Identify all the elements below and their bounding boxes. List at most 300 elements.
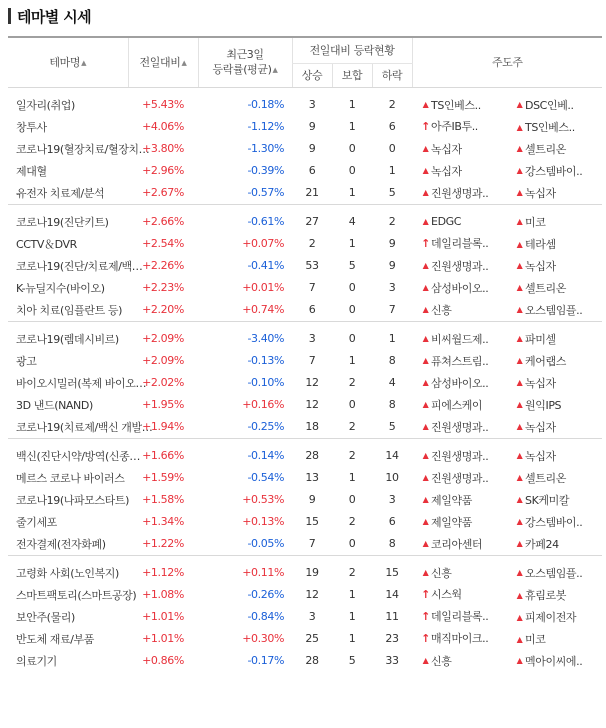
up-triangle-icon: ▲ — [422, 378, 429, 387]
recent3-avg-rate: -0.54% — [247, 471, 284, 484]
leading-stock[interactable] — [514, 653, 606, 669]
leading-stock[interactable] — [514, 97, 606, 113]
leading-stocks — [412, 606, 602, 628]
table-row — [8, 394, 602, 416]
leading-stock[interactable] — [514, 631, 606, 647]
theme-name-link[interactable]: 코로나19(진단/치료제/백… — [16, 259, 143, 273]
flat-count: 1 — [348, 98, 356, 111]
recent3-avg-rate: -0.57% — [247, 186, 284, 199]
header-leaders: 주도주 — [412, 37, 602, 87]
recent3-avg-rate: +0.13% — [242, 515, 284, 528]
leading-stock[interactable] — [514, 185, 606, 201]
leading-stock-name[interactable]: 진원생명과.. — [431, 471, 489, 485]
leading-stock-name[interactable]: DSC인베.. — [525, 98, 574, 112]
down-count: 8 — [388, 537, 396, 550]
recent3-avg-rate: -0.41% — [247, 259, 284, 272]
leading-stock[interactable] — [420, 608, 512, 624]
leading-stock-name[interactable]: 삼성바이오.. — [431, 376, 489, 390]
leading-stock[interactable] — [420, 258, 512, 274]
leading-stock[interactable] — [514, 514, 606, 530]
up-triangle-icon: ▲ — [516, 378, 523, 387]
theme-name-link[interactable]: 바이오시밀러(복제 바이오… — [16, 376, 147, 390]
recent3-avg-rate: -0.18% — [247, 98, 284, 111]
down-count: 1 — [388, 164, 396, 177]
leading-stock[interactable] — [420, 118, 512, 134]
leading-stock[interactable] — [420, 492, 512, 508]
day-change-rate: +2.26% — [142, 259, 184, 272]
flat-count: 0 — [348, 303, 356, 316]
table-row — [8, 350, 602, 372]
leading-stock-name[interactable]: 삼성바이오.. — [431, 281, 489, 295]
leading-stock-name[interactable]: 데일리블록.. — [431, 610, 489, 623]
leading-stock-name[interactable]: 데일리블록.. — [431, 237, 489, 250]
up-triangle-icon: ▲ — [422, 166, 429, 175]
leading-stock[interactable] — [514, 470, 606, 486]
down-count: 7 — [388, 303, 396, 316]
recent3-avg-rate: -0.10% — [247, 376, 284, 389]
leading-stocks — [412, 116, 602, 138]
theme-table — [8, 36, 602, 672]
down-count: 14 — [385, 449, 399, 462]
leading-stock-name[interactable]: 진원생명과.. — [431, 449, 489, 463]
leading-stocks — [412, 650, 602, 672]
leading-stock-name[interactable]: 오스템임플.. — [525, 303, 583, 317]
leading-stocks — [412, 328, 602, 350]
day-change-rate: +1.66% — [142, 449, 184, 462]
table-row — [8, 160, 602, 182]
up-count: 18 — [305, 420, 319, 433]
recent3-avg-rate: +0.74% — [242, 303, 284, 316]
leading-stocks — [412, 277, 602, 299]
leading-stock[interactable] — [420, 215, 512, 228]
leading-stock-name[interactable]: 제일약품 — [431, 493, 472, 507]
up-triangle-icon: ▲ — [516, 239, 523, 249]
table-row — [8, 211, 602, 233]
leading-stocks — [412, 533, 602, 556]
day-change-rate: +4.06% — [142, 120, 184, 133]
table-row — [8, 511, 602, 533]
up-count: 7 — [308, 281, 316, 294]
day-change-rate: +0.86% — [142, 654, 184, 667]
leading-stock[interactable] — [420, 185, 512, 201]
up-count: 12 — [305, 588, 319, 601]
up-count: 7 — [308, 537, 316, 550]
leading-stock-name[interactable]: 시스웍 — [431, 588, 462, 601]
theme-name-link[interactable]: 일자리(취업) — [16, 98, 75, 112]
leading-stock-name[interactable]: 오스템임플.. — [525, 566, 583, 580]
leading-stock-name[interactable]: 진원생명과.. — [431, 259, 489, 273]
leading-stock-name[interactable]: 진원생명과.. — [431, 420, 489, 434]
table-row — [8, 372, 602, 394]
day-change-rate: +2.20% — [142, 303, 184, 316]
recent3-avg-rate: -0.84% — [247, 610, 284, 623]
leading-stock-name[interactable]: 미코 — [525, 215, 546, 229]
up-triangle-icon: ▲ — [516, 612, 523, 622]
leading-stock-name[interactable]: 휴림로봇 — [525, 589, 566, 602]
leading-stock[interactable] — [514, 236, 606, 252]
sort-icon: ▲ — [272, 65, 278, 74]
up-triangle-icon: ▲ — [516, 451, 523, 460]
leading-stocks — [412, 562, 602, 584]
theme-name-link[interactable]: 창투사 — [16, 120, 47, 134]
down-count: 6 — [388, 120, 396, 133]
leading-stock-name[interactable]: 셀트리온 — [525, 471, 566, 485]
recent3-avg-rate: -1.12% — [247, 120, 284, 133]
leading-stock[interactable] — [420, 448, 512, 464]
day-change-rate: +2.96% — [142, 164, 184, 177]
leading-stock[interactable] — [514, 214, 606, 230]
up-triangle-icon: ▲ — [516, 422, 523, 431]
down-count: 3 — [388, 493, 396, 506]
flat-count: 0 — [348, 332, 356, 345]
upper-limit-arrow-icon: ↑ — [421, 609, 430, 623]
down-count: 11 — [385, 610, 399, 623]
header-recent3-avg[interactable] — [198, 37, 292, 87]
table-row — [8, 233, 602, 255]
leading-stock-name[interactable]: 녹십자 — [525, 420, 556, 434]
leading-stocks — [412, 489, 602, 511]
down-count: 2 — [388, 215, 396, 228]
leading-stocks — [412, 182, 602, 205]
leading-stock-name[interactable]: 신흥 — [431, 566, 452, 580]
section-title — [8, 6, 91, 26]
up-count: 3 — [308, 98, 316, 111]
theme-name-link[interactable]: 3D 낸드(NAND) — [16, 398, 93, 412]
day-change-rate: +1.08% — [142, 588, 184, 601]
leading-stock[interactable] — [514, 163, 606, 179]
leading-stocks — [412, 511, 602, 533]
down-count: 9 — [388, 259, 396, 272]
recent3-avg-rate: -0.39% — [247, 164, 284, 177]
down-count: 5 — [388, 420, 396, 433]
table-row — [8, 255, 602, 277]
leading-stock-name[interactable]: 신흥 — [431, 654, 452, 668]
up-triangle-icon: ▲ — [516, 634, 523, 644]
leading-stock-name[interactable]: 강스템바이.. — [525, 515, 583, 529]
leading-stock[interactable] — [514, 609, 606, 625]
recent3-avg-rate: +0.53% — [242, 493, 284, 506]
up-triangle-icon: ▲ — [422, 305, 429, 314]
leading-stock[interactable] — [514, 448, 606, 464]
table-row — [8, 489, 602, 511]
flat-count: 1 — [348, 237, 356, 250]
upper-limit-arrow-icon: ↑ — [421, 631, 430, 645]
theme-name-link[interactable]: 코로나19(나파모스타트) — [16, 493, 130, 507]
leading-stock-name[interactable]: 녹십자 — [525, 186, 556, 200]
leading-stock[interactable] — [420, 653, 512, 669]
theme-name-link[interactable]: 제대혈 — [16, 164, 47, 178]
leading-stock[interactable] — [514, 536, 606, 552]
upper-limit-arrow-icon: ↑ — [421, 587, 430, 601]
down-count: 14 — [385, 588, 399, 601]
recent3-avg-rate: -0.14% — [247, 449, 284, 462]
theme-name-link[interactable]: 유전자 치료제/분석 — [16, 186, 105, 200]
recent3-avg-rate: -0.05% — [247, 537, 284, 550]
recent3-avg-rate: -0.26% — [247, 588, 284, 601]
down-count: 5 — [388, 186, 396, 199]
theme-name-link[interactable]: 광고 — [16, 354, 37, 368]
up-count: 3 — [308, 610, 316, 623]
theme-name-link[interactable]: 스마트팩토리(스마트공장) — [16, 588, 137, 602]
leading-stock[interactable] — [514, 280, 606, 296]
leading-stocks — [412, 445, 602, 467]
table-row — [8, 116, 602, 138]
table-row — [8, 628, 602, 650]
up-triangle-icon: ▲ — [516, 100, 523, 109]
header-recent3-line2: 등락률(평균) — [212, 62, 272, 76]
theme-name-link[interactable]: 줄기세포 — [16, 515, 57, 529]
header-theme-name[interactable] — [8, 37, 128, 87]
up-count: 12 — [305, 376, 319, 389]
leading-stock[interactable] — [514, 375, 606, 391]
day-change-rate: +1.12% — [142, 566, 184, 579]
up-triangle-icon: ▲ — [516, 144, 523, 153]
leading-stock[interactable] — [420, 331, 512, 347]
leading-stock-name[interactable]: 제일약품 — [431, 515, 472, 529]
flat-count: 5 — [348, 654, 356, 667]
up-triangle-icon: ▲ — [516, 283, 523, 292]
up-triangle-icon: ▲ — [422, 451, 429, 460]
leading-stocks — [412, 138, 602, 160]
leading-stock-name[interactable]: 녹십자 — [525, 259, 556, 273]
leading-stock[interactable] — [420, 375, 512, 391]
page-title: 테마별 시세 — [17, 7, 92, 26]
theme-name-link[interactable]: 보안주(물리) — [16, 610, 75, 624]
flat-count: 4 — [348, 215, 356, 228]
leading-stock-name[interactable]: 녹십자 — [525, 376, 556, 390]
leading-stocks — [412, 584, 602, 606]
leading-stock-name[interactable]: 미코 — [525, 633, 546, 646]
theme-name-link[interactable]: K-뉴딜지수(바이오) — [16, 281, 105, 295]
up-triangle-icon: ▲ — [422, 334, 429, 343]
up-triangle-icon: ▲ — [516, 356, 523, 365]
day-change-rate: +2.54% — [142, 237, 184, 250]
leading-stock-name[interactable]: 셀트리온 — [525, 281, 566, 295]
leading-stock-name[interactable]: 녹십자 — [431, 142, 462, 156]
day-change-rate: +1.01% — [142, 610, 184, 623]
theme-name-link[interactable]: 백신(진단시약/방역(신종… — [16, 449, 140, 463]
recent3-avg-rate: +0.07% — [242, 237, 284, 250]
upper-limit-arrow-icon: ↑ — [421, 119, 430, 133]
day-change-rate: +2.66% — [142, 215, 184, 228]
up-count: 9 — [308, 142, 316, 155]
flat-count: 1 — [348, 588, 356, 601]
leading-stock[interactable] — [420, 630, 512, 646]
up-triangle-icon: ▲ — [516, 188, 523, 197]
leading-stock-name[interactable]: 카페24 — [525, 537, 559, 551]
leading-stock-name[interactable]: TS인베스.. — [525, 121, 575, 134]
leading-stocks — [412, 211, 602, 233]
flat-count: 1 — [348, 471, 356, 484]
leading-stock[interactable] — [420, 97, 512, 113]
flat-count: 0 — [348, 142, 356, 155]
up-triangle-icon: ▲ — [422, 473, 429, 482]
leading-stock[interactable] — [420, 353, 512, 369]
down-count: 8 — [388, 398, 396, 411]
header-theme-name-label: 테마명 — [49, 56, 81, 70]
flat-count: 1 — [348, 354, 356, 367]
recent3-avg-rate: -0.13% — [247, 354, 284, 367]
leading-stock[interactable] — [420, 536, 512, 552]
table-row — [8, 416, 602, 439]
leading-stock-name[interactable]: 신흥 — [431, 303, 452, 317]
leading-stock-name[interactable]: 비씨월드제.. — [431, 332, 489, 346]
header-day-change[interactable] — [128, 37, 198, 87]
leading-stock[interactable] — [420, 419, 512, 435]
flat-count: 0 — [348, 281, 356, 294]
leading-stock[interactable] — [420, 141, 512, 157]
leading-stock[interactable] — [514, 419, 606, 435]
leading-stock-name[interactable]: 아주IB투.. — [431, 120, 478, 133]
leading-stock-name[interactable]: 셀트리온 — [525, 142, 566, 156]
day-change-rate: +2.09% — [142, 332, 184, 345]
leading-stock[interactable] — [514, 397, 606, 413]
leading-stocks — [412, 628, 602, 650]
day-change-rate: +2.09% — [142, 354, 184, 367]
day-change-rate: +1.58% — [142, 493, 184, 506]
table-row — [8, 138, 602, 160]
table-row — [8, 277, 602, 299]
leading-stock-name[interactable]: 녹십자 — [431, 164, 462, 178]
up-count: 15 — [305, 515, 319, 528]
header-down: 하락 — [372, 63, 412, 87]
leading-stock-name[interactable]: 파미셀 — [525, 332, 556, 346]
leading-stock[interactable] — [420, 397, 512, 413]
leading-stock-name[interactable]: 강스템바이.. — [525, 164, 583, 178]
up-triangle-icon: ▲ — [516, 517, 523, 526]
theme-name-link[interactable]: 반도체 재료/부품 — [16, 632, 94, 646]
up-count: 12 — [305, 398, 319, 411]
recent3-avg-rate: -3.40% — [247, 332, 284, 345]
theme-name-link[interactable]: 고령화 사회(노인복지) — [16, 566, 119, 580]
day-change-rate: +1.34% — [142, 515, 184, 528]
theme-table-body — [8, 87, 602, 672]
up-count: 21 — [305, 186, 319, 199]
table-row — [8, 562, 602, 584]
up-count: 19 — [305, 566, 319, 579]
up-triangle-icon: ▲ — [516, 656, 523, 665]
leading-stock[interactable] — [420, 163, 512, 179]
up-triangle-icon: ▲ — [422, 188, 429, 197]
leading-stock-name[interactable]: 테라셈 — [525, 238, 556, 251]
leading-stock[interactable] — [420, 514, 512, 530]
leading-stocks — [412, 233, 602, 255]
down-count: 2 — [388, 98, 396, 111]
flat-count: 2 — [348, 449, 356, 462]
leading-stocks — [412, 94, 602, 116]
day-change-rate: +2.23% — [142, 281, 184, 294]
theme-name-link[interactable]: 전자결제(전자화폐) — [16, 537, 106, 551]
flat-count: 0 — [348, 537, 356, 550]
leading-stock-name[interactable]: SK케미칼 — [525, 493, 570, 507]
leading-stock[interactable] — [514, 587, 606, 603]
up-count: 13 — [305, 471, 319, 484]
leading-stock-name[interactable]: EDGC — [431, 215, 462, 228]
leading-stock-name[interactable]: 퓨쳐스트림.. — [431, 354, 489, 368]
flat-count: 0 — [348, 398, 356, 411]
down-count: 10 — [385, 471, 399, 484]
leading-stock[interactable] — [514, 492, 606, 508]
table-row — [8, 467, 602, 489]
down-count: 15 — [385, 566, 399, 579]
header-up: 상승 — [292, 63, 332, 87]
theme-name-link[interactable]: 메르스 코로나 바이러스 — [16, 471, 125, 485]
theme-name-link[interactable]: 코로나19(진단키트) — [16, 215, 109, 229]
table-row — [8, 445, 602, 467]
table-row — [8, 606, 602, 628]
leading-stock[interactable] — [420, 280, 512, 296]
leading-stock[interactable] — [420, 235, 512, 251]
theme-name-link[interactable]: 코로나19(혈장치료/혈장치… — [16, 142, 150, 156]
leading-stock-name[interactable]: 멕아이씨에.. — [525, 654, 583, 668]
leading-stock[interactable] — [514, 565, 606, 581]
down-count: 6 — [388, 515, 396, 528]
up-triangle-icon: ▲ — [516, 261, 523, 270]
leading-stock[interactable] — [514, 258, 606, 274]
leading-stock-name[interactable]: 진원생명과.. — [431, 186, 489, 200]
leading-stock-name[interactable]: 녹십자 — [525, 449, 556, 463]
leading-stock[interactable] — [420, 302, 512, 318]
flat-count: 2 — [348, 515, 356, 528]
leading-stock-name[interactable]: 케어랩스 — [525, 354, 566, 368]
up-triangle-icon: ▲ — [516, 539, 523, 548]
table-row — [8, 584, 602, 606]
leading-stock-name[interactable]: 피제이전자 — [525, 611, 577, 624]
leading-stock[interactable] — [514, 302, 606, 318]
leading-stock[interactable] — [514, 141, 606, 157]
leading-stocks — [412, 394, 602, 416]
leading-stocks — [412, 416, 602, 439]
header-recent3-line1: 최근3일 — [226, 47, 264, 61]
up-count: 2 — [308, 237, 316, 250]
leading-stock-name[interactable]: 매직마이크.. — [431, 632, 489, 645]
leading-stock-name[interactable]: TS인베스.. — [431, 98, 481, 112]
leading-stock[interactable] — [514, 331, 606, 347]
leading-stock[interactable] — [420, 565, 512, 581]
theme-name-link[interactable]: 치아 치료(임플란트 등) — [16, 303, 123, 317]
table-row — [8, 182, 602, 205]
leading-stock[interactable] — [514, 119, 606, 135]
up-triangle-icon: ▲ — [422, 539, 429, 548]
up-count: 25 — [305, 632, 319, 645]
up-triangle-icon: ▲ — [422, 144, 429, 153]
recent3-avg-rate: +0.30% — [242, 632, 284, 645]
day-change-rate: +2.67% — [142, 186, 184, 199]
down-count: 0 — [388, 142, 396, 155]
theme-name-link[interactable]: 의료기기 — [16, 654, 57, 668]
flat-count: 1 — [348, 120, 356, 133]
leading-stock[interactable] — [420, 586, 512, 602]
theme-name-link[interactable]: 코로나19(렘데시비르) — [16, 332, 119, 346]
day-change-rate: +1.94% — [142, 420, 184, 433]
leading-stock[interactable] — [420, 470, 512, 486]
leading-stock[interactable] — [514, 353, 606, 369]
up-triangle-icon: ▲ — [422, 217, 429, 226]
theme-name-link[interactable]: CCTV＆DVR — [16, 237, 77, 251]
day-change-rate: +1.01% — [142, 632, 184, 645]
recent3-avg-rate: -0.25% — [247, 420, 284, 433]
day-change-rate: +1.95% — [142, 398, 184, 411]
leading-stock-name[interactable]: 코리아센터 — [431, 537, 483, 551]
up-triangle-icon: ▲ — [516, 217, 523, 226]
flat-count: 1 — [348, 632, 356, 645]
up-triangle-icon: ▲ — [516, 122, 523, 132]
leading-stocks — [412, 160, 602, 182]
leading-stock-name[interactable]: 원익IPS — [525, 398, 562, 412]
theme-name-link[interactable]: 코로나19(치료제/백신 개발… — [16, 420, 153, 434]
leading-stock-name[interactable]: 피에스케이 — [431, 398, 483, 412]
up-count: 9 — [308, 120, 316, 133]
